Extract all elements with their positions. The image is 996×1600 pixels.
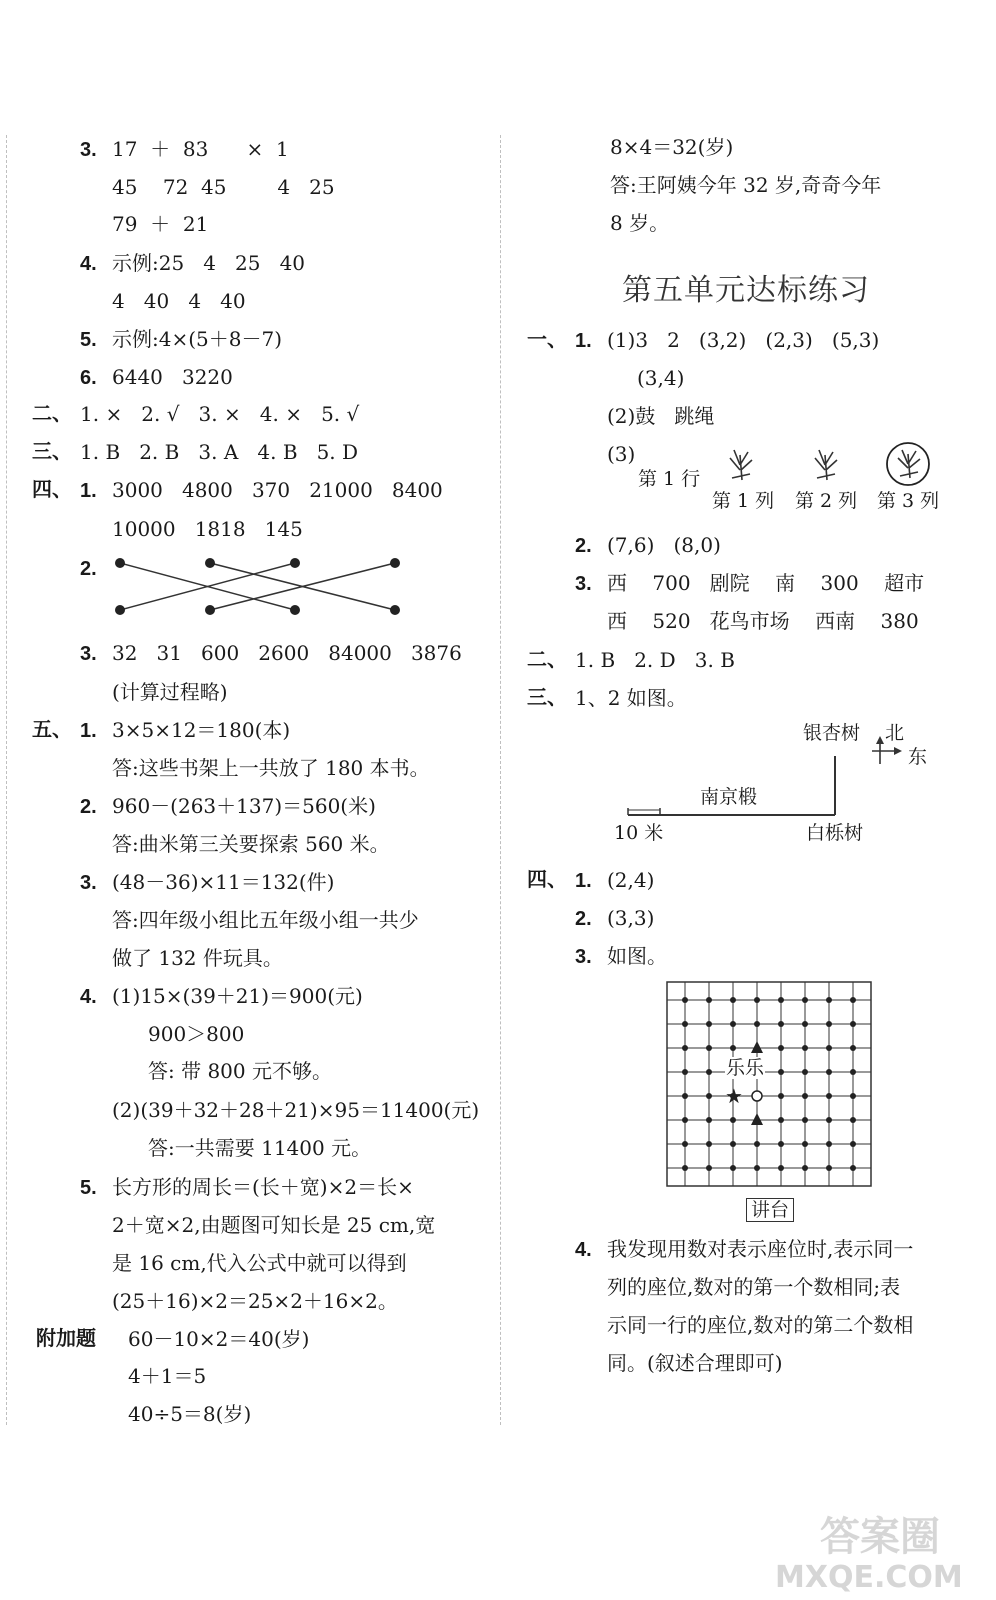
answer-line: [128, 1364, 206, 1388]
column-divider: [500, 135, 501, 1425]
seat-dot: [826, 1021, 832, 1027]
east-label: 东: [908, 746, 928, 768]
answer-line: [527, 686, 687, 710]
seat-dot: [682, 1165, 688, 1171]
question-number: 4.: [80, 253, 97, 275]
answer-text: (25＋16)×2＝25×2＋16×2。: [112, 1289, 398, 1313]
answer-text: 1. × 2. √ 3. × 4. × 5. √: [80, 402, 360, 426]
answer-line: [80, 794, 376, 819]
answer-line: [607, 442, 635, 466]
answer-line: [148, 1136, 371, 1160]
answer-text: 8×4＝32(岁): [610, 135, 734, 159]
seat-dot: [682, 1093, 688, 1099]
answer-text: 答:这些书架上一共放了 180 本书。: [112, 756, 430, 780]
seat-dot: [730, 1165, 736, 1171]
seat-dot: [826, 1141, 832, 1147]
seat-dot: [754, 1165, 760, 1171]
person-label: 乐乐: [726, 1057, 765, 1079]
seat-dot: [826, 997, 832, 1003]
answer-line: [80, 1175, 414, 1200]
question-number: 3.: [575, 573, 592, 595]
section-number: 三、: [527, 687, 567, 709]
seat-dot: [778, 1045, 784, 1051]
seat-dot: [706, 1165, 712, 1171]
question-number: 1.: [80, 720, 97, 742]
seat-dot: [850, 997, 856, 1003]
answer-text: (1)3 2 (3,2) (2,3) (5,3): [607, 328, 880, 352]
plant-icons: [720, 440, 940, 490]
seat-dot: [730, 1045, 736, 1051]
answer-line: [112, 832, 390, 856]
answer-text: (3,3): [607, 906, 655, 930]
seat-dot: [850, 1093, 856, 1099]
seat-grid-figure: [665, 980, 875, 1190]
question-number: 5.: [80, 1177, 97, 1199]
answer-line: [112, 680, 228, 704]
answer-text: 2＋宽×2,由题图可知长是 25 cm,宽: [112, 1213, 436, 1237]
seat-dot: [778, 1165, 784, 1171]
answer-text: (1)15×(39＋21)＝900(元): [112, 984, 363, 1008]
answer-line: [610, 173, 881, 197]
watermark: 答案圈: [820, 1514, 940, 1560]
answer-line: [80, 327, 282, 352]
col-label: 第 3 列: [877, 490, 940, 512]
answer-text: 4 40 4 40: [112, 289, 246, 313]
question-number: 3.: [80, 872, 97, 894]
answer-text: 同。(叙述合理即可): [607, 1351, 783, 1375]
seat-dot: [754, 1141, 760, 1147]
answer-text: 列的座位,数对的第一个数相同;表: [607, 1275, 901, 1299]
triangle-mark: [751, 1113, 763, 1125]
seat-dot: [754, 1021, 760, 1027]
answer-line: [575, 533, 721, 558]
answer-line: [112, 946, 283, 970]
seat-dot: [802, 1093, 808, 1099]
seat-dot: [850, 1069, 856, 1075]
col-label: 第 2 列: [795, 490, 858, 512]
seat-dot: [826, 1093, 832, 1099]
seat-dot: [778, 1021, 784, 1027]
answer-line: [112, 1098, 479, 1122]
answer-text: 西 700 剧院 南 300 超市: [607, 571, 925, 595]
answer-text: 6440 3220: [112, 365, 233, 389]
question-number: 3.: [80, 643, 97, 665]
answer-text: 示同一行的座位,数对的第二个数相: [607, 1313, 914, 1337]
answer-line: [575, 571, 924, 596]
seat-dot: [706, 1093, 712, 1099]
seat-dot: [754, 997, 760, 1003]
seat-dot: [730, 1117, 736, 1123]
seat-dot: [802, 1165, 808, 1171]
star-mark: ★: [725, 1084, 743, 1108]
north-label: 北: [885, 722, 905, 744]
matching-lines-figure: [105, 548, 415, 628]
seat-dot: [778, 997, 784, 1003]
seat-dot: [682, 1021, 688, 1027]
answer-text: (7,6) (8,0): [607, 533, 721, 557]
answer-line: [637, 366, 684, 390]
answer-text: (2)(39＋32＋28＋21)×95＝11400(元): [112, 1098, 480, 1122]
question-number: 5.: [80, 329, 97, 351]
road-label: 南京椴: [700, 786, 758, 808]
answer-text: 900＞800: [148, 1022, 245, 1046]
seat-dot: [826, 1165, 832, 1171]
seat-dot: [706, 1069, 712, 1075]
podium-label: 讲台: [746, 1198, 794, 1222]
answer-line: [112, 175, 335, 199]
seat-dot: [778, 1117, 784, 1123]
answer-line: [148, 1059, 332, 1083]
answer-text: 1. B 2. D 3. B: [575, 648, 735, 672]
section-number: 一、: [527, 329, 567, 351]
col-label: 第 1 列: [712, 490, 775, 512]
seat-dot: [682, 1045, 688, 1051]
answer-text: 32 31 600 2600 84000 3876: [112, 641, 462, 665]
answer-text: 示例:4×(5＋8－7): [112, 327, 282, 351]
seat-dot: [682, 997, 688, 1003]
seat-dot: [730, 1141, 736, 1147]
answer-text: 答:一共需要 11400 元。: [148, 1136, 372, 1160]
answer-line: [575, 906, 654, 931]
answer-line: [112, 756, 430, 780]
question-number: 2.: [80, 796, 97, 818]
column-divider: [6, 135, 7, 1425]
watermark: MXQE.COM: [775, 1560, 963, 1595]
seat-dot: [850, 1117, 856, 1123]
answer-line: [112, 517, 303, 541]
answer-text: 是 16 cm,代入公式中就可以得到: [112, 1251, 407, 1275]
answer-line: [610, 211, 669, 235]
seat-dot: [802, 1069, 808, 1075]
answer-line: [32, 718, 291, 743]
seat-dot: [850, 1141, 856, 1147]
answer-line: [610, 135, 733, 159]
answer-text: (2)鼓 跳绳: [607, 404, 715, 428]
answer-text: 示例:25 4 25 40: [112, 251, 306, 275]
seat-dot: [778, 1069, 784, 1075]
answer-text: 960－(263＋137)＝560(米): [112, 794, 376, 818]
answer-text: 答:王阿姨今年 32 岁,奇奇今年: [610, 173, 882, 197]
answer-text: 1、2 如图。: [575, 686, 687, 710]
seat-dot: [802, 1021, 808, 1027]
answer-line: [527, 328, 880, 353]
answer-text: (2,4): [607, 868, 655, 892]
answer-text: 答: 带 800 元不够。: [148, 1059, 332, 1083]
answer-text: 长方形的周长＝(长＋宽)×2＝长×: [112, 1175, 414, 1199]
answer-line: [112, 1213, 435, 1237]
birch-label: 白栎树: [806, 822, 864, 844]
answer-line: [32, 478, 443, 503]
answer-text: (3): [607, 442, 636, 466]
ginkgo-label: 银杏树: [803, 722, 861, 744]
answer-line: [112, 1289, 398, 1313]
answer-line: [112, 1251, 407, 1275]
answer-text: 40÷5＝8(岁): [128, 1402, 252, 1426]
answer-text: 做了 132 件玩具。: [112, 946, 283, 970]
answer-line: [32, 402, 360, 426]
section-number: 四、: [527, 869, 567, 891]
answer-line: [36, 1327, 310, 1351]
answer-text: 8 岁。: [610, 211, 670, 235]
answer-line: [80, 984, 363, 1009]
answer-text: 答:四年级小组比五年级小组一共少: [112, 908, 419, 932]
question-number: 1.: [80, 480, 97, 502]
answer-line: [575, 944, 667, 969]
answer-line: [112, 289, 246, 313]
question-number: 1.: [575, 870, 592, 892]
section-number: 二、: [32, 403, 72, 425]
answer-line: [527, 868, 655, 893]
answer-line: [607, 609, 919, 633]
answer-text: 45 72 45 4 25: [112, 175, 335, 199]
answer-line: [112, 212, 208, 236]
answer-text: 10000 1818 145: [112, 517, 303, 541]
answer-text: 西 520 花鸟市场 西南 380: [607, 609, 919, 633]
seat-dot: [850, 1045, 856, 1051]
answer-text: (3,4): [637, 366, 685, 390]
section-number: 五、: [32, 719, 72, 741]
answer-line: [80, 365, 233, 390]
question-number: 4.: [80, 986, 97, 1008]
answer-text: 3000 4800 370 21000 8400: [112, 478, 443, 502]
answer-line: [148, 1022, 244, 1046]
seat-dot: [826, 1045, 832, 1051]
question-number: 3.: [575, 946, 592, 968]
answer-line: [128, 1402, 251, 1426]
answer-line: [80, 137, 289, 162]
seat-dot: [826, 1069, 832, 1075]
answer-line: [527, 648, 735, 672]
seat-dot: [802, 1117, 808, 1123]
answer-text: 60－10×2＝40(岁): [128, 1327, 310, 1351]
answer-line: [32, 440, 359, 464]
person-seat: [752, 1091, 762, 1101]
question-number: 3.: [80, 139, 97, 161]
seat-dot: [778, 1141, 784, 1147]
seat-dot: [802, 1141, 808, 1147]
answer-text: 17 ＋ 83 × 1: [112, 137, 289, 161]
seat-dot: [682, 1069, 688, 1075]
question-number: 1.: [575, 330, 592, 352]
seat-dot: [802, 997, 808, 1003]
answer-line: [607, 1351, 783, 1375]
answer-line: [80, 870, 335, 895]
answer-line: [607, 404, 714, 428]
section-number: 二、: [527, 649, 567, 671]
seat-dot: [730, 1021, 736, 1027]
answer-line: [80, 251, 305, 276]
triangle-mark: [751, 1041, 763, 1053]
question-number: 2.: [575, 535, 592, 557]
seat-dot: [706, 1021, 712, 1027]
answer-text: (计算过程略): [112, 680, 228, 704]
seat-dot: [778, 1093, 784, 1099]
question-number: 2.: [80, 558, 97, 580]
answer-text: 如图。: [607, 944, 667, 968]
answer-line: [607, 1275, 900, 1299]
answer-line: [112, 908, 419, 932]
scale-label: 10 米: [614, 822, 664, 844]
bonus-label: 附加题: [36, 1328, 96, 1350]
unit-title: 第五单元达标练习: [622, 273, 870, 308]
seat-dot: [682, 1141, 688, 1147]
answer-text: 答:曲米第三关要探索 560 米。: [112, 832, 390, 856]
answer-line: [575, 1237, 913, 1262]
answer-text: (48－36)×11＝132(件): [112, 870, 335, 894]
seat-dot: [850, 1165, 856, 1171]
answer-text: 1. B 2. B 3. A 4. B 5. D: [80, 440, 359, 464]
seat-dot: [706, 1045, 712, 1051]
seat-dot: [730, 997, 736, 1003]
answer-line: [607, 1313, 913, 1337]
seat-dot: [826, 1117, 832, 1123]
question-number: 2.: [575, 908, 592, 930]
seat-dot: [682, 1117, 688, 1123]
answer-text: 我发现用数对表示座位时,表示同一: [607, 1237, 914, 1261]
section-number: 三、: [32, 441, 72, 463]
seat-dot: [706, 1141, 712, 1147]
seat-dot: [706, 1117, 712, 1123]
answer-text: 3×5×12＝180(本): [112, 718, 291, 742]
question-number: 4.: [575, 1239, 592, 1261]
answer-text: 79 ＋ 21: [112, 212, 209, 236]
seat-dot: [850, 1021, 856, 1027]
question-number: 6.: [80, 367, 97, 389]
answer-line: [80, 641, 462, 666]
seat-dot: [706, 997, 712, 1003]
seat-dot: [802, 1045, 808, 1051]
row-label: 第 1 行: [638, 468, 701, 490]
section-number: 四、: [32, 479, 72, 501]
answer-text: 4＋1＝5: [128, 1364, 207, 1388]
